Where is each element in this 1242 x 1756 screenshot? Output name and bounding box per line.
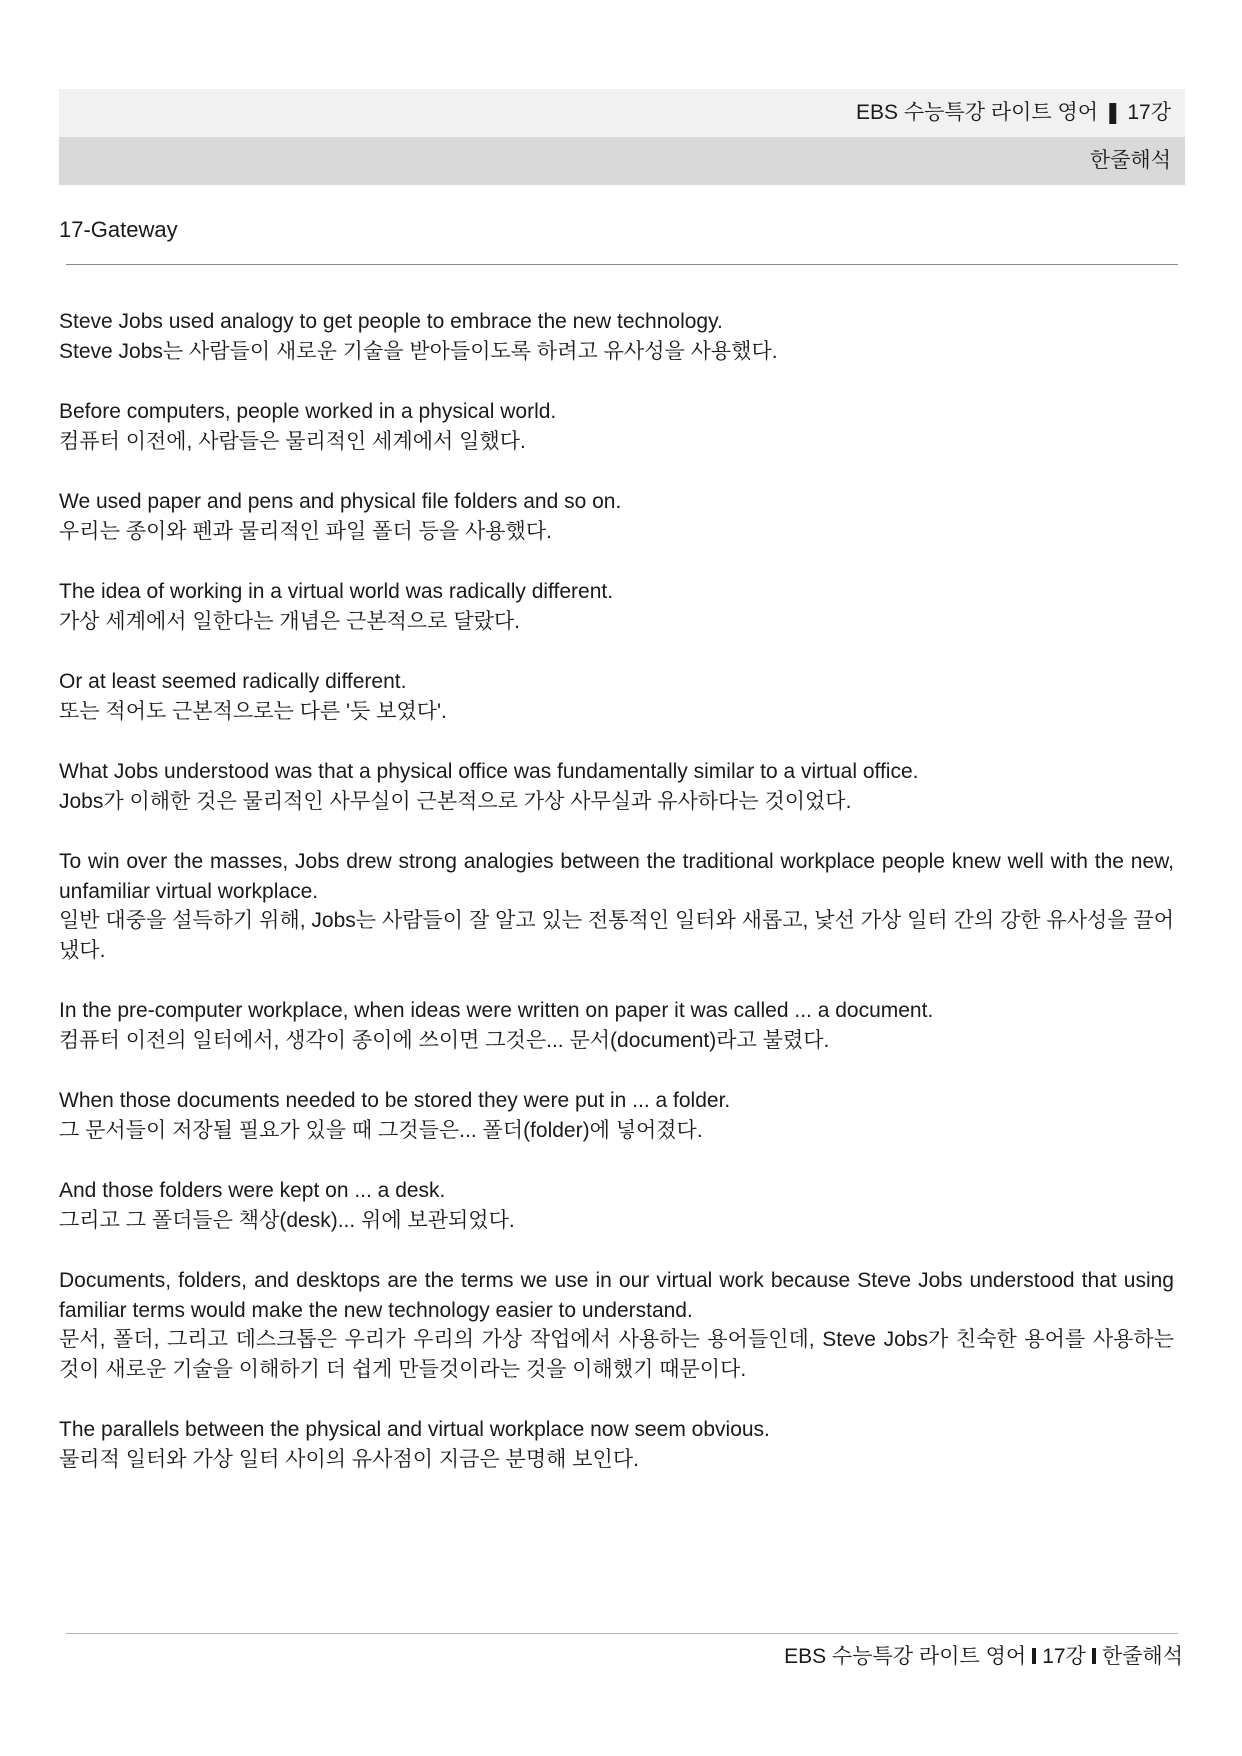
sentence-pair-7: [59, 847, 1174, 965]
korean-translation: 일반 대중을 설득하기 위해, Jobs는 사람들이 잘 알고 있는 전통적인 일터와 새롭고, 낯선 가상 일터 간의 강한 유사성을 끌어냈다.: [59, 909, 1174, 962]
header-subtitle-band: [59, 137, 1185, 185]
english-sentence: We used paper and pens and physical file folders and so on.: [59, 490, 622, 513]
sentence-pair-12: [59, 1415, 1174, 1474]
english-sentence: In the pre-computer workplace, when ideas were written on paper it was called ... a document.: [59, 999, 934, 1022]
english-sentence: Before computers, people worked in a physical world.: [59, 400, 557, 423]
header-subtitle: 한줄해석: [1089, 149, 1171, 172]
korean-translation: 또는 적어도 근본적으로는 다른 '듯 보였다'.: [59, 699, 447, 723]
sentence-pair-5: [59, 667, 1174, 726]
top-divider: [66, 264, 1178, 265]
korean-translation: Steve Jobs는 사람들이 새로운 기술을 받아들이도록 하려고 유사성을 사용했다.: [59, 339, 778, 363]
sentence-pair-11: [59, 1266, 1174, 1384]
sentence-pair-4: [59, 577, 1174, 636]
translation-list: [59, 307, 1174, 1505]
korean-translation: 컴퓨터 이전의 일터에서, 생각이 종이에 쓰이면 그것은... 문서(document)라고 불렸다.: [59, 1028, 830, 1052]
separator-bar-icon: [1092, 1648, 1096, 1664]
english-sentence: The parallels between the physical and virtual workplace now seem obvious.: [59, 1418, 770, 1441]
english-sentence: What Jobs understood was that a physical office was fundamentally similar to a virtual office.: [59, 760, 919, 783]
sentence-pair-8: [59, 996, 1174, 1055]
korean-translation: Jobs가 이해한 것은 물리적인 사무실이 근본적으로 가상 사무실과 유사하다는 것이었다.: [59, 789, 852, 813]
korean-translation: 그리고 그 폴더들은 책상(desk)... 위에 보관되었다.: [59, 1208, 515, 1232]
korean-translation: 그 문서들이 저장될 필요가 있을 때 그것들은... 폴더(folder)에 넣어졌다.: [59, 1118, 703, 1142]
sentence-pair-3: [59, 487, 1174, 546]
page-footer: [784, 1642, 1183, 1672]
footer-section: 한줄해석: [1101, 1645, 1183, 1668]
korean-translation: 물리적 일터와 가상 일터 사이의 유사점이 지금은 분명해 보인다.: [59, 1447, 639, 1471]
korean-translation: 가상 세계에서 일한다는 개념은 근본적으로 달랐다.: [59, 609, 521, 633]
english-sentence: The idea of working in a virtual world was radically different.: [59, 580, 614, 603]
sentence-pair-2: [59, 397, 1174, 456]
sentence-pair-10: [59, 1176, 1174, 1235]
sentence-pair-6: [59, 757, 1174, 816]
english-sentence: Documents, folders, and desktops are the terms we use in our virtual work because Steve Jobs understood that using familiar terms would make the new technology easier to understand.: [59, 1269, 1174, 1322]
english-sentence: Or at least seemed radically different.: [59, 670, 407, 693]
english-sentence: And those folders were kept on ... a desk.: [59, 1179, 446, 1202]
section-label: 17-Gateway: [59, 217, 178, 242]
separator-bar-icon: [1032, 1648, 1036, 1664]
korean-translation: 우리는 종이와 펜과 물리적인 파일 폴더 등을 사용했다.: [59, 519, 552, 543]
header-title-band: [59, 89, 1185, 137]
sentence-pair-1: [59, 307, 1174, 366]
footer-title: EBS 수능특강 라이트 영어: [784, 1645, 1027, 1668]
english-sentence: When those documents needed to be stored they were put in ... a folder.: [59, 1089, 731, 1112]
bottom-divider: [66, 1633, 1178, 1634]
korean-translation: 문서, 폴더, 그리고 데스크톱은 우리가 우리의 가상 작업에서 사용하는 용어들인데, Steve Jobs가 친숙한 용어를 사용하는 것이 새로운 기술을 이해하기 더 쉽게 만들것이라는 것을 이해했기 때문이다.: [59, 1328, 1174, 1381]
header-title: EBS 수능특강 라이트 영어 ❚ 17강: [855, 101, 1171, 124]
footer-lesson: 17강: [1042, 1645, 1086, 1668]
english-sentence: To win over the masses, Jobs drew strong analogies between the traditional workplace people knew well with the new, unfamiliar virtual workplace.: [59, 850, 1174, 903]
sentence-pair-9: [59, 1086, 1174, 1145]
english-sentence: Steve Jobs used analogy to get people to embrace the new technology.: [59, 310, 723, 333]
korean-translation: 컴퓨터 이전에, 사람들은 물리적인 세계에서 일했다.: [59, 429, 526, 453]
